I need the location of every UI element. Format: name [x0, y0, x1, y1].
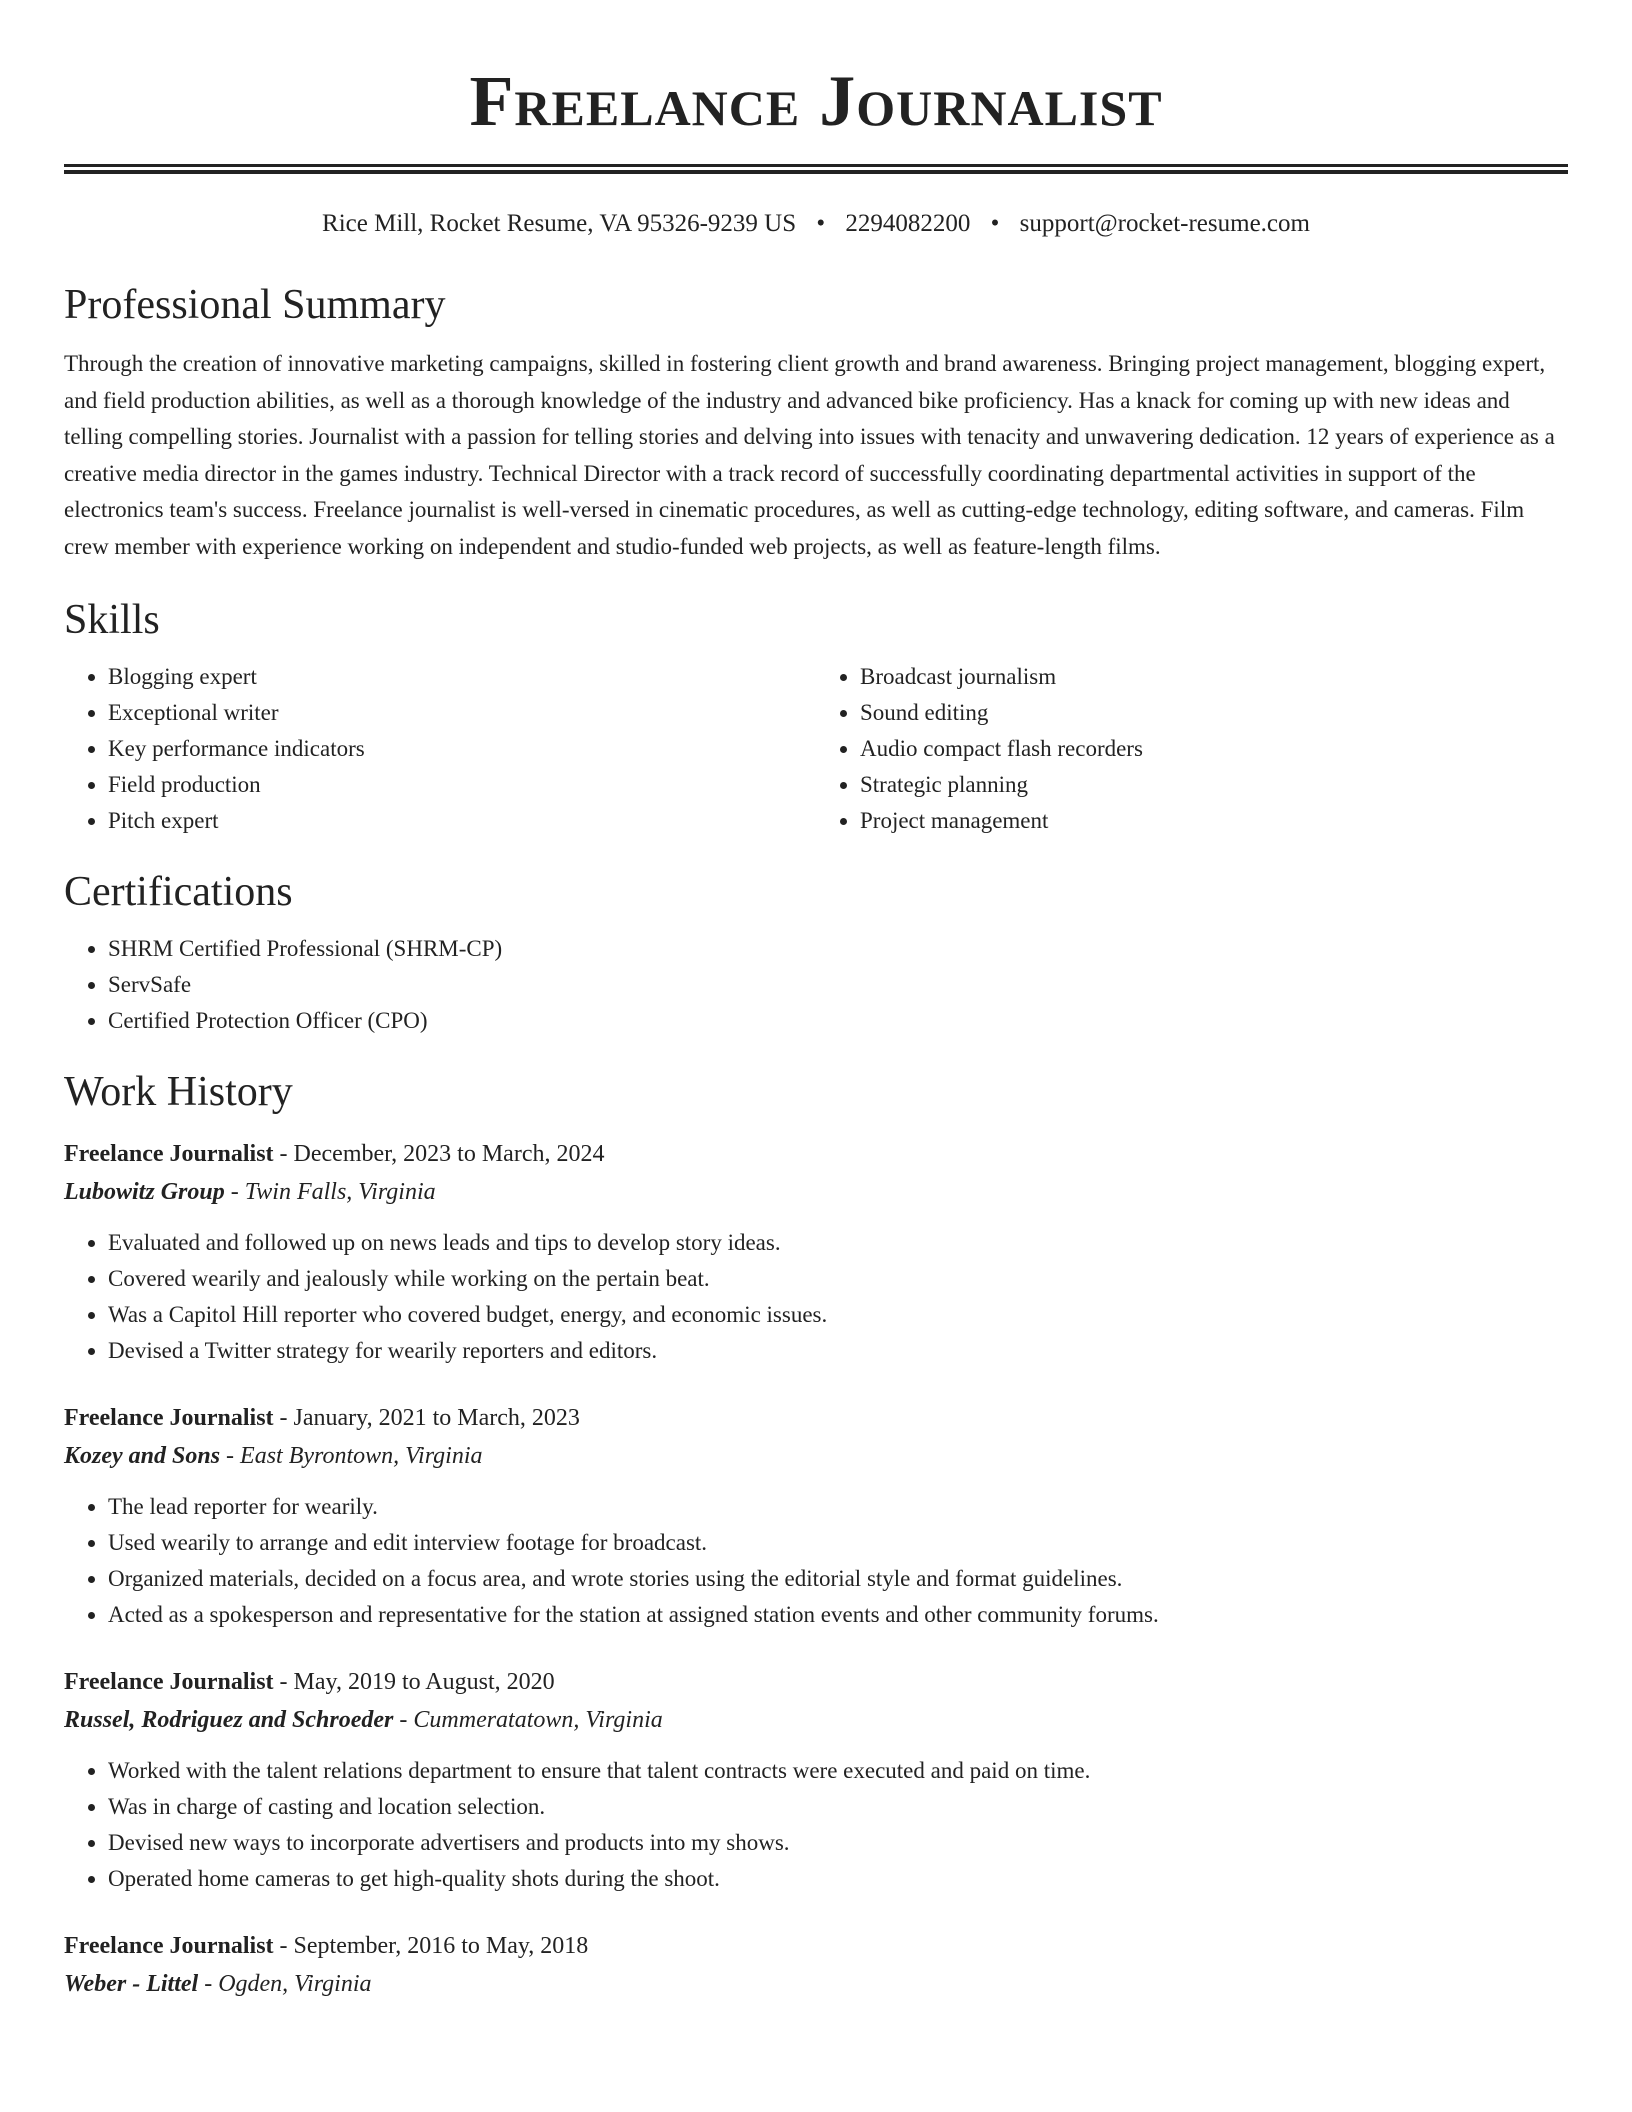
skill-item: • Broadcast journalism: [860, 659, 1568, 695]
job-entry: [64, 1927, 1568, 2003]
job-bullet: • Acted as a spokesperson and representative for the station at assigned station events and other community forums.: [108, 1597, 1568, 1633]
company-location: Cummeratatown, Virginia: [413, 1707, 663, 1733]
job-bullet: • Worked with the talent relations department to ensure that talent contracts were executed and paid on time.: [108, 1753, 1568, 1789]
company-location: East Byrontown, Virginia: [240, 1443, 483, 1469]
dash: -: [273, 1405, 294, 1431]
company-name: Weber - Littel: [64, 1971, 199, 1997]
certifications-list: [64, 931, 1568, 1039]
contact-address: Rice Mill, Rocket Resume, VA 95326-9239 US: [322, 210, 797, 237]
job-entry: [64, 1399, 1568, 1633]
company-location: Twin Falls, Virginia: [244, 1179, 436, 1205]
certification-item: • ServSafe: [108, 967, 1568, 1003]
skill-item: • Field production: [108, 767, 816, 803]
job-title-line: [64, 1135, 1568, 1173]
job-bullet: • Devised new ways to incorporate advertisers and products into my shows.: [108, 1825, 1568, 1861]
job-title-line: [64, 1399, 1568, 1437]
resume-title: Freelance Journalist: [469, 61, 1163, 141]
dash: -: [273, 1933, 294, 1959]
company-name: Russel, Rodriguez and Schroeder: [64, 1707, 394, 1733]
skill-item: • Key performance indicators: [108, 731, 816, 767]
job-bullet: • The lead reporter for wearily.: [108, 1489, 1568, 1525]
job-bullets: [64, 1489, 1568, 1633]
job-bullets: [64, 1225, 1568, 1369]
contact-phone: 2294082200: [845, 210, 971, 237]
certification-item: • Certified Protection Officer (CPO): [108, 1003, 1568, 1039]
job-bullet: • Operated home cameras to get high-quality shots during the shoot.: [108, 1861, 1568, 1897]
dash: -: [198, 1971, 219, 1997]
skill-item: • Blogging expert: [108, 659, 816, 695]
job-bullet: • Evaluated and followed up on news leads and tips to develop story ideas.: [108, 1225, 1568, 1261]
work-history-heading: Work History: [64, 1069, 293, 1115]
job-dates: May, 2019 to August, 2020: [293, 1669, 555, 1695]
job-bullet: • Organized materials, decided on a focus area, and wrote stories using the editorial style and format guidelines.: [108, 1561, 1568, 1597]
skill-item: • Exceptional writer: [108, 695, 816, 731]
skills-columns: [64, 659, 1568, 839]
job-title-line: [64, 1927, 1568, 1965]
dash: -: [273, 1669, 294, 1695]
company-line: [64, 1701, 1568, 1739]
dash: -: [273, 1141, 294, 1167]
company-line: [64, 1173, 1568, 1211]
skill-item: • Pitch expert: [108, 803, 816, 839]
certifications-heading: Certifications: [64, 869, 293, 915]
company-line: [64, 1437, 1568, 1475]
job-bullet: • Covered wearily and jealously while working on the pertain beat.: [108, 1261, 1568, 1297]
skill-item: • Project management: [860, 803, 1568, 839]
job-title: Freelance Journalist: [64, 1405, 274, 1431]
contact-separator: •: [816, 210, 826, 237]
job-entry: [64, 1135, 1568, 1369]
job-title: Freelance Journalist: [64, 1669, 274, 1695]
company-line: [64, 1965, 1568, 2003]
skills-heading: Skills: [64, 597, 160, 643]
skill-item: • Sound editing: [860, 695, 1568, 731]
company-name: Kozey and Sons: [64, 1443, 221, 1469]
dash: -: [224, 1179, 245, 1205]
job-title-line: [64, 1663, 1568, 1701]
job-bullet: • Was in charge of casting and location selection.: [108, 1789, 1568, 1825]
skill-item: • Audio compact flash recorders: [860, 731, 1568, 767]
title-double-rule: [64, 164, 1568, 174]
summary-heading: Professional Summary: [64, 282, 446, 328]
skill-item: • Strategic planning: [860, 767, 1568, 803]
dash: -: [393, 1707, 414, 1733]
company-location: Ogden, Virginia: [218, 1971, 372, 1997]
contact-line: [64, 208, 1568, 240]
certification-item: • SHRM Certified Professional (SHRM-CP): [108, 931, 1568, 967]
skills-list-right: [816, 659, 1568, 839]
company-name: Lubowitz Group: [64, 1179, 225, 1205]
job-bullet: • Used wearily to arrange and edit interview footage for broadcast.: [108, 1525, 1568, 1561]
job-bullet: • Was a Capitol Hill reporter who covered budget, energy, and economic issues.: [108, 1297, 1568, 1333]
job-title: Freelance Journalist: [64, 1933, 274, 1959]
contact-separator: •: [990, 210, 1000, 237]
job-title: Freelance Journalist: [64, 1141, 274, 1167]
job-bullets: [64, 1753, 1568, 1897]
job-dates: January, 2021 to March, 2023: [293, 1405, 580, 1431]
resume-page: [64, 0, 1568, 2003]
summary-text: Through the creation of innovative marketing campaigns, skilled in fostering client growth and brand awareness. Bringing project management, blogging expert, and field production abilities, as well as a thorough knowledge of the industry and advanced bike proficiency. Has a knack for coming up with new ideas and telling compelling stories. Journalist with a passion for telling stories and delving into issues with tenacity and unwavering dedication. 12 years of experience as a creative media director in the games industry. Technical Director with a track record of successfully coordinating departmental activities in support of the electronics team's success. Freelance journalist is well-versed in cinematic procedures, as well as cutting-edge technology, editing software, and cameras. Film crew member with experience working on independent and studio-funded web projects, as well as feature-length films.: [64, 351, 1555, 559]
job-bullet: • Devised a Twitter strategy for wearily reporters and editors.: [108, 1333, 1568, 1369]
skills-list-left: [64, 659, 816, 839]
dash: -: [220, 1443, 241, 1469]
job-dates: December, 2023 to March, 2024: [293, 1141, 605, 1167]
job-dates: September, 2016 to May, 2018: [293, 1933, 589, 1959]
contact-email: support@rocket-resume.com: [1019, 210, 1310, 237]
job-entry: [64, 1663, 1568, 1897]
